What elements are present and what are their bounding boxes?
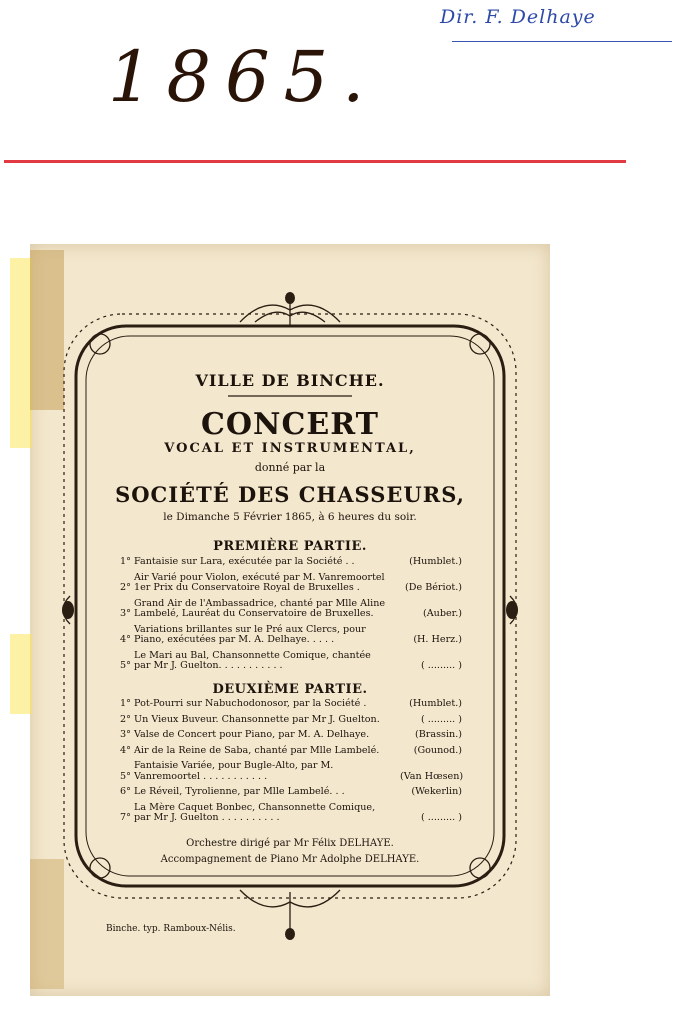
item-number: 3° — [120, 729, 131, 740]
item-number: 2° — [120, 713, 131, 725]
item-number: 2° — [120, 582, 131, 593]
program-item — [120, 730, 462, 741]
item-text: Un Vieux Buveur. Chansonnette par Mr J. Guelton. — [134, 713, 380, 725]
program-item — [120, 625, 462, 646]
program-item — [120, 803, 462, 824]
item-composer: (Auber.) — [423, 608, 462, 619]
concert-program-sheet — [30, 244, 550, 996]
item-text: Le Réveil, Tyrolienne, par Mlle Lambelé. . . — [134, 786, 345, 797]
item-text: par Mr J. Guelton. . . . . . . . . . . — [134, 660, 283, 671]
item-composer: ( ......... ) — [420, 812, 462, 823]
red-rule-line — [4, 160, 626, 163]
part1-heading: PREMIÈRE PARTIE. — [213, 539, 367, 554]
item-composer: (Humblet.) — [409, 698, 462, 709]
item-text: Le Mari au Bal, Chansonnette Comique, chantée — [134, 649, 371, 661]
item-text: Pot-Pourri sur Nabuchodonosor, par la Société . — [134, 698, 367, 709]
item-text: Valse de Concert pour Piano, par M. A. Delhaye. — [134, 729, 370, 740]
program-item — [120, 557, 462, 568]
program-item — [120, 651, 462, 672]
program-item — [120, 573, 462, 594]
part2-list — [120, 699, 462, 829]
item-composer: (Gounod.) — [413, 744, 462, 756]
item-text: Fantaisie Variée, pour Bugle-Alto, par M. — [134, 760, 334, 771]
accompaniment-credit: Accompagnement de Piano Mr Adolphe DELHAYE. — [160, 854, 420, 865]
town-heading: VILLE DE BINCHE. — [195, 371, 385, 390]
item-number: 5° — [120, 770, 131, 782]
item-number: 1° — [120, 556, 131, 567]
item-number: 6° — [120, 786, 131, 797]
item-composer: (Brassin.) — [415, 729, 462, 740]
item-text: Air de la Reine de Saba, chanté par Mlle Lambelé. — [134, 744, 380, 756]
program-item — [120, 787, 462, 798]
item-number: 5° — [120, 660, 131, 671]
program-item — [120, 699, 462, 710]
concert-subtitle: VOCAL ET INSTRUMENTAL, — [164, 441, 416, 456]
annotation-underline — [452, 41, 672, 42]
program-item — [120, 746, 462, 757]
society-name: SOCIÉTÉ DES CHASSEURS, — [115, 482, 465, 507]
highlighter-mark — [10, 634, 32, 714]
orchestra-credit: Orchestre dirigé par Mr Félix DELHAYE. — [186, 838, 394, 849]
part1-list — [120, 557, 462, 677]
item-text: Variations brillantes sur le Pré aux Clercs, pour — [134, 623, 366, 635]
item-composer: ( ......... ) — [420, 713, 462, 725]
item-text: Piano, exécutées par M. A. Delhaye. . . . . — [134, 634, 335, 645]
item-composer: (Humblet.) — [409, 556, 462, 567]
item-text: Fantaisie sur Lara, exécutée par la Société . . — [134, 556, 355, 567]
concert-date: le Dimanche 5 Février 1865, à 6 heures du soir. — [163, 511, 417, 523]
item-composer: (Van Hœsen) — [400, 770, 464, 782]
item-text: Grand Air de l'Ambassadrice, chanté par Mlle Aline — [134, 597, 386, 609]
item-composer: (H. Herz.) — [413, 634, 462, 645]
printer-imprint: Binche. typ. Ramboux-Nélis. — [106, 924, 236, 934]
part2-heading: DEUXIÈME PARTIE. — [212, 682, 368, 697]
program-item — [120, 761, 462, 782]
program-item — [120, 599, 462, 620]
highlighter-mark — [10, 258, 32, 448]
item-number: 4° — [120, 634, 131, 645]
handwritten-year: 1865. — [108, 36, 379, 118]
given-by-text: donné par la — [254, 461, 326, 474]
handwritten-annotation: Dir. F. Delhaye — [440, 6, 596, 28]
item-number: 7° — [120, 812, 131, 823]
concert-title: CONCERT — [201, 407, 379, 442]
item-text: Air Varié pour Violon, exécuté par M. Vanremoortel — [134, 571, 385, 583]
item-composer: ( ......... ) — [420, 660, 462, 671]
item-number: 1° — [120, 698, 131, 709]
program-item — [120, 715, 462, 726]
item-text: La Mère Caquet Bonbec, Chansonnette Comique, — [134, 801, 376, 813]
item-text: Lambelé, Lauréat du Conservatoire de Bruxelles. — [134, 608, 374, 619]
item-number: 4° — [120, 744, 131, 756]
item-text: 1er Prix du Conservatoire Royal de Bruxelles . — [134, 582, 360, 593]
item-text: Vanremoortel . . . . . . . . . . . — [134, 770, 268, 782]
item-composer: (Wekerlin) — [411, 786, 462, 797]
item-text: par Mr J. Guelton . . . . . . . . . . — [134, 812, 280, 823]
item-number: 3° — [120, 608, 131, 619]
item-composer: (De Bériot.) — [405, 582, 462, 593]
